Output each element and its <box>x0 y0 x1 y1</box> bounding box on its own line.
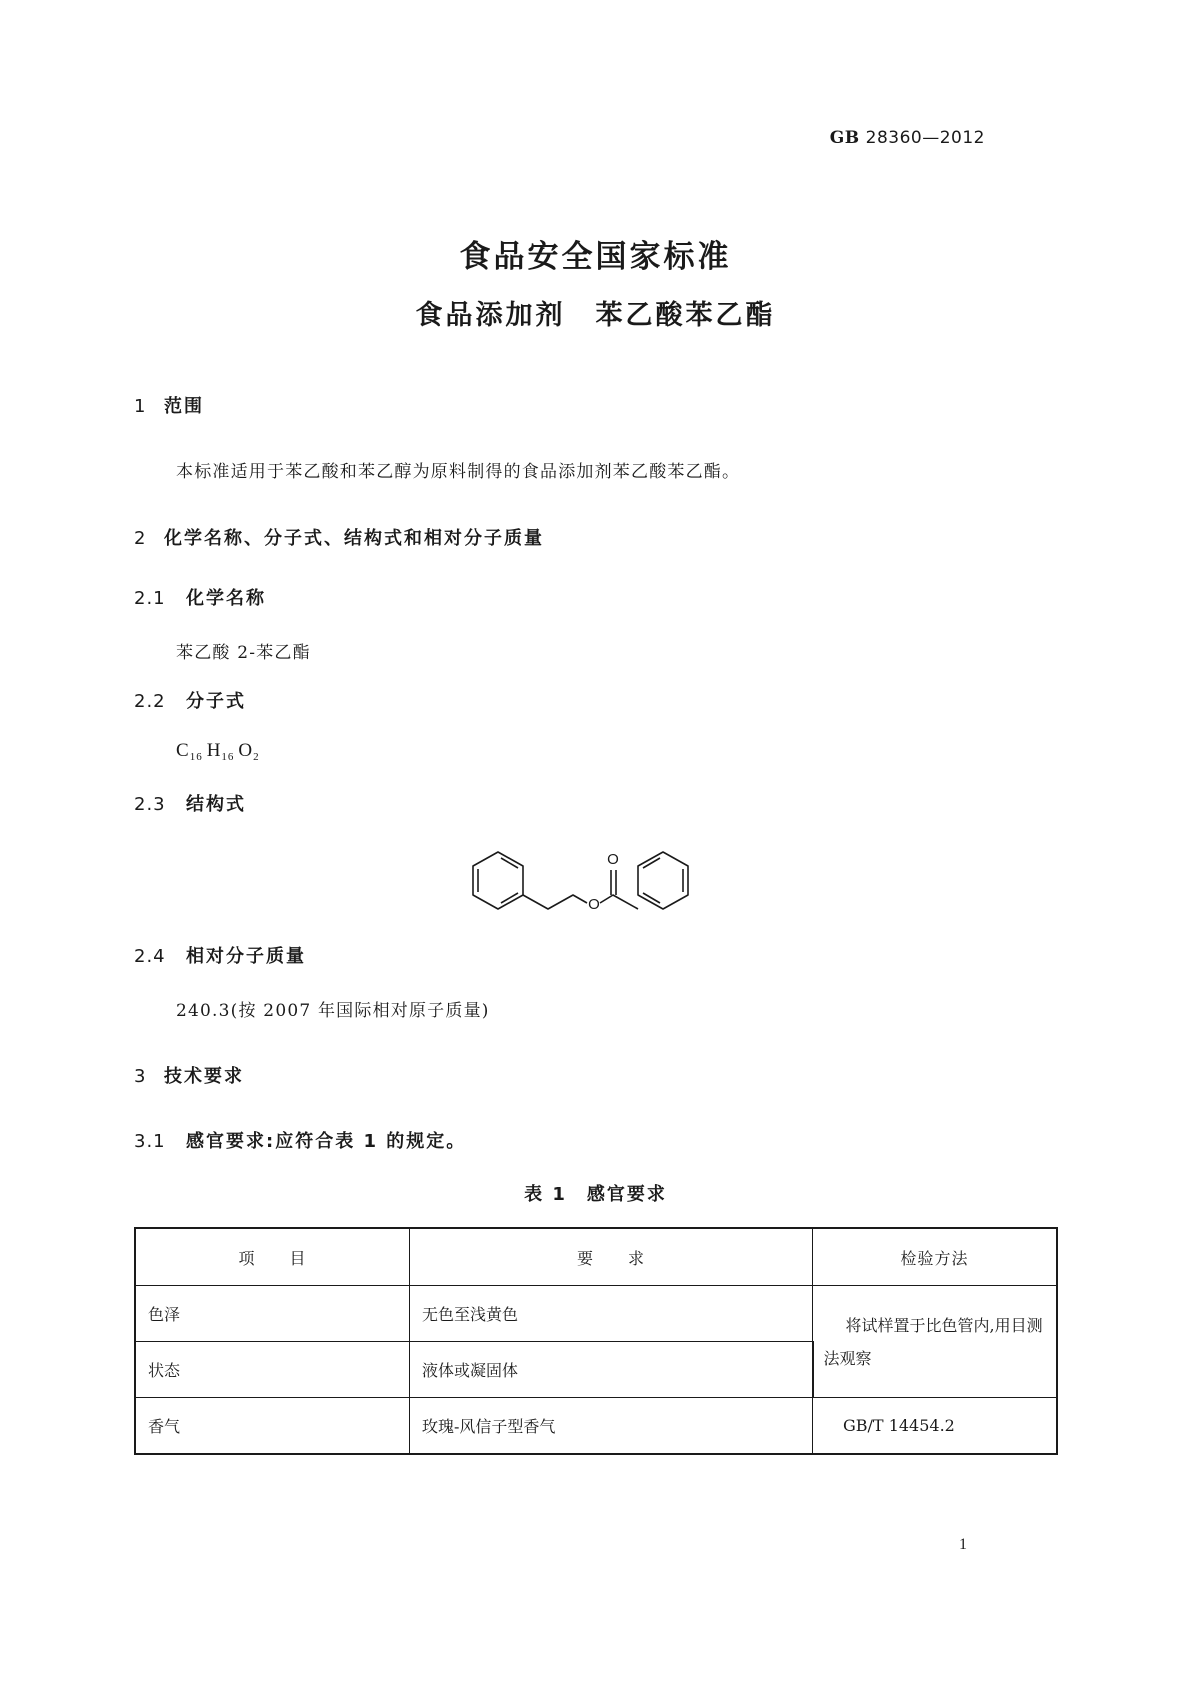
section-title: 感官要求:应符合表 1 的规定。 <box>186 1131 467 1152</box>
cell-requirement: 无色至浅黄色 <box>410 1286 813 1342</box>
cell-item: 香气 <box>135 1398 410 1455</box>
section-3-1-heading <box>134 1127 466 1153</box>
structural-formula <box>470 844 730 928</box>
section-number: 2.1 <box>134 588 166 609</box>
ethyl-chain <box>523 895 587 909</box>
cell-item: 色泽 <box>135 1286 410 1342</box>
section-2-1-heading <box>134 584 266 610</box>
standard-code-number: 28360—2012 <box>865 128 985 148</box>
ester-oxygen-label: O <box>588 896 600 913</box>
document-subtitle: 食品添加剂 苯乙酸苯乙酯 <box>415 300 776 331</box>
page-number: 1 <box>959 1536 967 1553</box>
formula-carbon-count: 16 <box>189 751 203 763</box>
section-2-4-heading <box>134 942 306 968</box>
section-number: 1 <box>134 396 147 417</box>
section-title: 化学名称、分子式、结构式和相对分子质量 <box>164 528 544 549</box>
section-number: 2.4 <box>134 946 166 967</box>
molecular-formula <box>176 740 264 763</box>
section-title: 化学名称 <box>186 588 266 609</box>
carbonyl-oxygen-label: O <box>607 851 619 868</box>
sensory-requirements-table <box>134 1227 1058 1455</box>
left-benzene-ring <box>473 852 523 909</box>
section-2-2-heading <box>134 687 246 713</box>
right-benzene-ring <box>638 852 688 909</box>
cell-requirement: 玫瑰-风信子型香气 <box>410 1398 813 1455</box>
section-title: 相对分子质量 <box>186 946 306 967</box>
section-title: 结构式 <box>186 794 246 815</box>
chemical-name: 苯乙酸 2-苯乙酯 <box>176 643 311 663</box>
section-3-heading <box>134 1062 244 1088</box>
standard-code <box>830 128 985 148</box>
column-header-item: 项 目 <box>135 1228 410 1286</box>
table-caption: 表 1 感官要求 <box>524 1184 667 1205</box>
table-row <box>135 1286 1057 1342</box>
cell-requirement: 液体或凝固体 <box>410 1342 813 1398</box>
table-row <box>135 1398 1057 1455</box>
ester-link <box>600 895 638 909</box>
section-1-heading <box>134 392 204 418</box>
document-title: 食品安全国家标准 <box>459 239 732 275</box>
standard-code-prefix: GB <box>829 128 860 148</box>
formula-oxygen-count: 2 <box>253 751 260 763</box>
cell-item: 状态 <box>135 1342 410 1398</box>
section-1-body: 本标准适用于苯乙酸和苯乙醇为原料制得的食品添加剂苯乙酸苯乙酯。 <box>176 462 741 482</box>
cell-method-merged <box>813 1286 1058 1398</box>
column-header-requirement: 要 求 <box>410 1228 813 1286</box>
section-2-heading <box>134 524 544 550</box>
formula-hydrogen-count: 16 <box>221 751 235 763</box>
section-number: 2 <box>134 528 147 549</box>
formula-oxygen: O <box>238 740 254 761</box>
table-header-row <box>135 1228 1057 1286</box>
section-number: 2.3 <box>134 794 166 815</box>
cell-method: GB/T 14454.2 <box>813 1398 1058 1455</box>
section-title: 分子式 <box>186 691 246 712</box>
section-number: 3 <box>134 1066 147 1087</box>
column-header-method: 检验方法 <box>813 1228 1058 1286</box>
formula-carbon: C <box>176 740 190 761</box>
section-title: 技术要求 <box>164 1066 244 1087</box>
section-2-3-heading <box>134 790 246 816</box>
section-title: 范围 <box>164 396 204 417</box>
formula-hydrogen: H <box>206 740 222 761</box>
molecular-mass: 240.3(按 2007 年国际相对原子质量) <box>176 1001 490 1021</box>
section-number: 3.1 <box>134 1131 166 1152</box>
section-number: 2.2 <box>134 691 166 712</box>
method-text: 将试样置于比色管内,用目测法观察 <box>823 1315 1043 1368</box>
